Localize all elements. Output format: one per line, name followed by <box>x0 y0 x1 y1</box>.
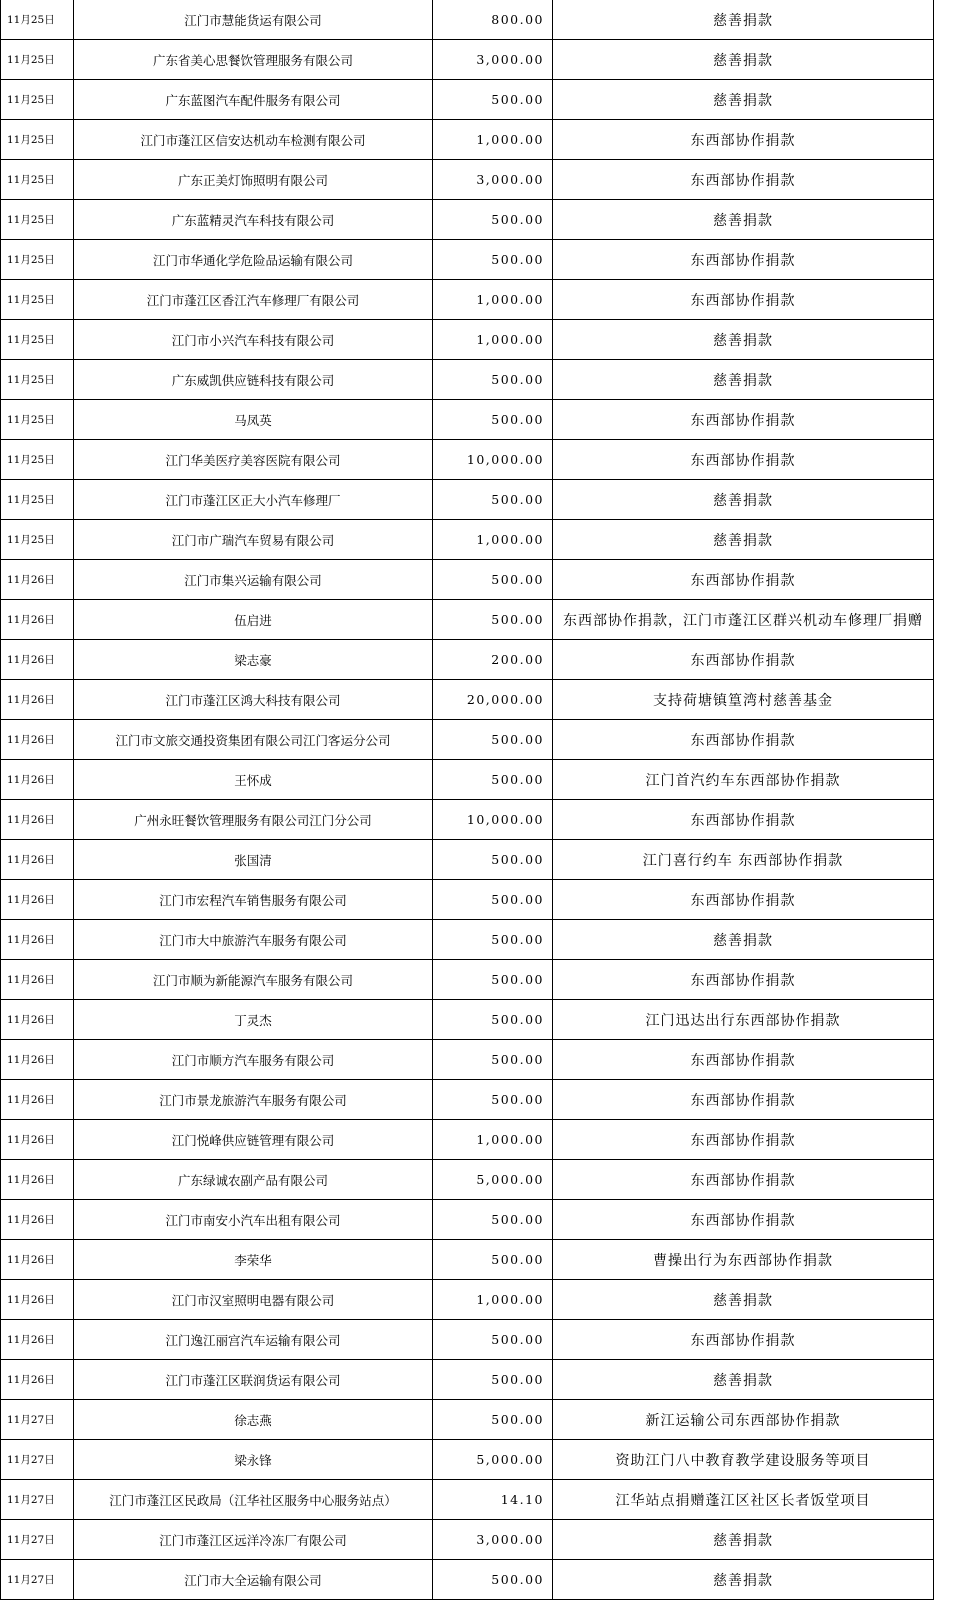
date-cell: 11月26日 <box>1 800 74 840</box>
donor-cell: 江门市集兴运输有限公司 <box>74 560 433 600</box>
date-cell: 11月25日 <box>1 400 74 440</box>
donor-cell: 江门市景龙旅游汽车服务有限公司 <box>74 1080 433 1120</box>
purpose-cell: 慈善捐款 <box>553 200 934 240</box>
purpose-cell: 东西部协作捐款 <box>553 440 934 480</box>
purpose-cell: 慈善捐款 <box>553 920 934 960</box>
donor-cell: 江门市蓬江区香江汽车修理厂有限公司 <box>74 280 433 320</box>
donor-cell: 江门市蓬江区正大小汽车修理厂 <box>74 480 433 520</box>
table-row <box>1 760 934 800</box>
table-row <box>1 1400 934 1440</box>
amount-cell: 500.00 <box>433 80 553 120</box>
donor-cell: 张国清 <box>74 840 433 880</box>
amount-cell: 500.00 <box>433 600 553 640</box>
date-cell: 11月27日 <box>1 1440 74 1480</box>
purpose-cell: 慈善捐款 <box>553 360 934 400</box>
purpose-cell: 东西部协作捐款 <box>553 960 934 1000</box>
date-cell: 11月26日 <box>1 1120 74 1160</box>
donor-cell: 江门市蓬江区联润货运有限公司 <box>74 1360 433 1400</box>
date-cell: 11月26日 <box>1 920 74 960</box>
purpose-cell: 东西部协作捐款 <box>553 1200 934 1240</box>
purpose-cell: 东西部协作捐款 <box>553 1160 934 1200</box>
table-row <box>1 1000 934 1040</box>
table-row <box>1 960 934 1000</box>
amount-cell: 500.00 <box>433 360 553 400</box>
table-row <box>1 1520 934 1560</box>
date-cell: 11月26日 <box>1 600 74 640</box>
table-row <box>1 520 934 560</box>
purpose-cell: 曹操出行为东西部协作捐款 <box>553 1240 934 1280</box>
table-row <box>1 560 934 600</box>
table-body <box>1 0 934 1600</box>
table-row <box>1 800 934 840</box>
table-row <box>1 320 934 360</box>
date-cell: 11月25日 <box>1 200 74 240</box>
purpose-cell: 东西部协作捐款 <box>553 560 934 600</box>
date-cell: 11月26日 <box>1 960 74 1000</box>
table-row <box>1 200 934 240</box>
date-cell: 11月26日 <box>1 840 74 880</box>
amount-cell: 500.00 <box>433 1040 553 1080</box>
date-cell: 11月27日 <box>1 1560 74 1600</box>
purpose-cell: 东西部协作捐款 <box>553 160 934 200</box>
date-cell: 11月26日 <box>1 1360 74 1400</box>
date-cell: 11月25日 <box>1 480 74 520</box>
date-cell: 11月26日 <box>1 1280 74 1320</box>
amount-cell: 500.00 <box>433 480 553 520</box>
purpose-cell: 东西部协作捐款 <box>553 1120 934 1160</box>
purpose-cell: 慈善捐款 <box>553 40 934 80</box>
purpose-cell: 江华站点捐赠蓬江区社区长者饭堂项目 <box>553 1480 934 1520</box>
donor-cell: 江门市大中旅游汽车服务有限公司 <box>74 920 433 960</box>
table-row <box>1 40 934 80</box>
purpose-cell: 慈善捐款 <box>553 1520 934 1560</box>
table-row <box>1 1040 934 1080</box>
purpose-cell: 慈善捐款 <box>553 480 934 520</box>
amount-cell: 500.00 <box>433 1400 553 1440</box>
donor-cell: 江门市华通化学危险品运输有限公司 <box>74 240 433 280</box>
table-row <box>1 240 934 280</box>
date-cell: 11月26日 <box>1 880 74 920</box>
date-cell: 11月25日 <box>1 280 74 320</box>
amount-cell: 800.00 <box>433 0 553 40</box>
purpose-cell: 东西部协作捐款 <box>553 120 934 160</box>
purpose-cell: 江门首汽约车东西部协作捐款 <box>553 760 934 800</box>
date-cell: 11月26日 <box>1 760 74 800</box>
donor-cell: 江门市宏程汽车销售服务有限公司 <box>74 880 433 920</box>
table-row <box>1 440 934 480</box>
purpose-cell: 东西部协作捐款 <box>553 280 934 320</box>
donor-cell: 江门市蓬江区信安达机动车检测有限公司 <box>74 120 433 160</box>
table-row <box>1 880 934 920</box>
purpose-cell: 江门迅达出行东西部协作捐款 <box>553 1000 934 1040</box>
donor-cell: 广东正美灯饰照明有限公司 <box>74 160 433 200</box>
amount-cell: 20,000.00 <box>433 680 553 720</box>
purpose-cell: 东西部协作捐款 <box>553 640 934 680</box>
donor-cell: 江门市小兴汽车科技有限公司 <box>74 320 433 360</box>
amount-cell: 500.00 <box>433 1360 553 1400</box>
amount-cell: 1,000.00 <box>433 280 553 320</box>
amount-cell: 500.00 <box>433 1200 553 1240</box>
purpose-cell: 东西部协作捐款 <box>553 1080 934 1120</box>
date-cell: 11月26日 <box>1 1040 74 1080</box>
donor-cell: 江门市蓬江区远洋冷冻厂有限公司 <box>74 1520 433 1560</box>
table-row <box>1 120 934 160</box>
purpose-cell: 慈善捐款 <box>553 520 934 560</box>
date-cell: 11月26日 <box>1 1320 74 1360</box>
table-row <box>1 1480 934 1520</box>
amount-cell: 500.00 <box>433 880 553 920</box>
purpose-cell: 东西部协作捐款 <box>553 400 934 440</box>
amount-cell: 3,000.00 <box>433 40 553 80</box>
donor-cell: 马凤英 <box>74 400 433 440</box>
donor-cell: 广州永旺餐饮管理服务有限公司江门分公司 <box>74 800 433 840</box>
donor-cell: 江门市蓬江区鸿大科技有限公司 <box>74 680 433 720</box>
donor-cell: 江门悦峰供应链管理有限公司 <box>74 1120 433 1160</box>
amount-cell: 500.00 <box>433 200 553 240</box>
purpose-cell: 东西部协作捐款 <box>553 1040 934 1080</box>
table-row <box>1 1440 934 1480</box>
donor-cell: 广东绿诚农副产品有限公司 <box>74 1160 433 1200</box>
date-cell: 11月26日 <box>1 1200 74 1240</box>
donor-cell: 梁永锋 <box>74 1440 433 1480</box>
amount-cell: 500.00 <box>433 840 553 880</box>
donor-cell: 江门市慧能货运有限公司 <box>74 0 433 40</box>
date-cell: 11月27日 <box>1 1480 74 1520</box>
amount-cell: 5,000.00 <box>433 1160 553 1200</box>
donor-cell: 江门市蓬江区民政局（江华社区服务中心服务站点） <box>74 1480 433 1520</box>
date-cell: 11月26日 <box>1 1240 74 1280</box>
purpose-cell: 东西部协作捐款 <box>553 880 934 920</box>
date-cell: 11月25日 <box>1 0 74 40</box>
amount-cell: 3,000.00 <box>433 1520 553 1560</box>
date-cell: 11月26日 <box>1 1160 74 1200</box>
purpose-cell: 东西部协作捐款 <box>553 800 934 840</box>
table-row <box>1 720 934 760</box>
amount-cell: 500.00 <box>433 1320 553 1360</box>
date-cell: 11月27日 <box>1 1520 74 1560</box>
table-row <box>1 1120 934 1160</box>
date-cell: 11月25日 <box>1 120 74 160</box>
table-row <box>1 1360 934 1400</box>
table-row <box>1 840 934 880</box>
purpose-cell: 慈善捐款 <box>553 1360 934 1400</box>
donor-cell: 梁志豪 <box>74 640 433 680</box>
amount-cell: 1,000.00 <box>433 120 553 160</box>
date-cell: 11月26日 <box>1 720 74 760</box>
table-row <box>1 80 934 120</box>
amount-cell: 10,000.00 <box>433 440 553 480</box>
donor-cell: 王怀成 <box>74 760 433 800</box>
amount-cell: 1,000.00 <box>433 320 553 360</box>
donor-cell: 江门华美医疗美容医院有限公司 <box>74 440 433 480</box>
date-cell: 11月25日 <box>1 160 74 200</box>
amount-cell: 10,000.00 <box>433 800 553 840</box>
amount-cell: 14.10 <box>433 1480 553 1520</box>
amount-cell: 5,000.00 <box>433 1440 553 1480</box>
table-row <box>1 1080 934 1120</box>
amount-cell: 500.00 <box>433 1240 553 1280</box>
donor-cell: 广东蓝图汽车配件服务有限公司 <box>74 80 433 120</box>
table-row <box>1 280 934 320</box>
amount-cell: 200.00 <box>433 640 553 680</box>
table-row <box>1 0 934 40</box>
date-cell: 11月25日 <box>1 520 74 560</box>
donor-cell: 江门市顺方汽车服务有限公司 <box>74 1040 433 1080</box>
donor-cell: 江门市汉室照明电器有限公司 <box>74 1280 433 1320</box>
amount-cell: 500.00 <box>433 240 553 280</box>
donor-cell: 广东威凯供应链科技有限公司 <box>74 360 433 400</box>
table-row <box>1 1320 934 1360</box>
table-row <box>1 480 934 520</box>
purpose-cell: 江门喜行约车 东西部协作捐款 <box>553 840 934 880</box>
date-cell: 11月25日 <box>1 440 74 480</box>
amount-cell: 3,000.00 <box>433 160 553 200</box>
donor-cell: 江门市文旅交通投资集团有限公司江门客运分公司 <box>74 720 433 760</box>
amount-cell: 500.00 <box>433 1080 553 1120</box>
amount-cell: 500.00 <box>433 960 553 1000</box>
date-cell: 11月26日 <box>1 640 74 680</box>
purpose-cell: 支持荷塘镇篁湾村慈善基金 <box>553 680 934 720</box>
amount-cell: 500.00 <box>433 720 553 760</box>
donor-cell: 江门市大全运输有限公司 <box>74 1560 433 1600</box>
donor-cell: 江门市广瑞汽车贸易有限公司 <box>74 520 433 560</box>
purpose-cell: 新江运输公司东西部协作捐款 <box>553 1400 934 1440</box>
purpose-cell: 资助江门八中教育教学建设服务等项目 <box>553 1440 934 1480</box>
table-row <box>1 400 934 440</box>
amount-cell: 1,000.00 <box>433 1280 553 1320</box>
date-cell: 11月26日 <box>1 1000 74 1040</box>
date-cell: 11月27日 <box>1 1400 74 1440</box>
donor-cell: 李荣华 <box>74 1240 433 1280</box>
purpose-cell: 东西部协作捐款，江门市蓬江区群兴机动车修理厂捐赠 <box>553 600 934 640</box>
amount-cell: 500.00 <box>433 560 553 600</box>
table-row <box>1 920 934 960</box>
amount-cell: 500.00 <box>433 760 553 800</box>
date-cell: 11月25日 <box>1 80 74 120</box>
table-row <box>1 360 934 400</box>
donor-cell: 徐志燕 <box>74 1400 433 1440</box>
donor-cell: 江门市顺为新能源汽车服务有限公司 <box>74 960 433 1000</box>
donor-cell: 江门市南安小汽车出租有限公司 <box>74 1200 433 1240</box>
table-row <box>1 160 934 200</box>
amount-cell: 500.00 <box>433 1560 553 1600</box>
donor-cell: 伍启进 <box>74 600 433 640</box>
purpose-cell: 东西部协作捐款 <box>553 240 934 280</box>
table-row <box>1 680 934 720</box>
purpose-cell: 慈善捐款 <box>553 1560 934 1600</box>
purpose-cell: 慈善捐款 <box>553 320 934 360</box>
date-cell: 11月25日 <box>1 360 74 400</box>
date-cell: 11月26日 <box>1 680 74 720</box>
amount-cell: 1,000.00 <box>433 1120 553 1160</box>
table-row <box>1 600 934 640</box>
amount-cell: 500.00 <box>433 920 553 960</box>
amount-cell: 1,000.00 <box>433 520 553 560</box>
purpose-cell: 东西部协作捐款 <box>553 1320 934 1360</box>
date-cell: 11月26日 <box>1 560 74 600</box>
donor-cell: 广东蓝精灵汽车科技有限公司 <box>74 200 433 240</box>
amount-cell: 500.00 <box>433 400 553 440</box>
donor-cell: 江门逸江丽宫汽车运输有限公司 <box>74 1320 433 1360</box>
table-row <box>1 1280 934 1320</box>
date-cell: 11月25日 <box>1 40 74 80</box>
purpose-cell: 慈善捐款 <box>553 80 934 120</box>
table-row <box>1 1200 934 1240</box>
purpose-cell: 慈善捐款 <box>553 1280 934 1320</box>
date-cell: 11月25日 <box>1 240 74 280</box>
date-cell: 11月26日 <box>1 1080 74 1120</box>
table-row <box>1 1240 934 1280</box>
donor-cell: 广东省美心思餐饮管理服务有限公司 <box>74 40 433 80</box>
purpose-cell: 慈善捐款 <box>553 0 934 40</box>
date-cell: 11月25日 <box>1 320 74 360</box>
table-row <box>1 640 934 680</box>
table-row <box>1 1160 934 1200</box>
donor-cell: 丁灵杰 <box>74 1000 433 1040</box>
table-row <box>1 1560 934 1600</box>
purpose-cell: 东西部协作捐款 <box>553 720 934 760</box>
amount-cell: 500.00 <box>433 1000 553 1040</box>
